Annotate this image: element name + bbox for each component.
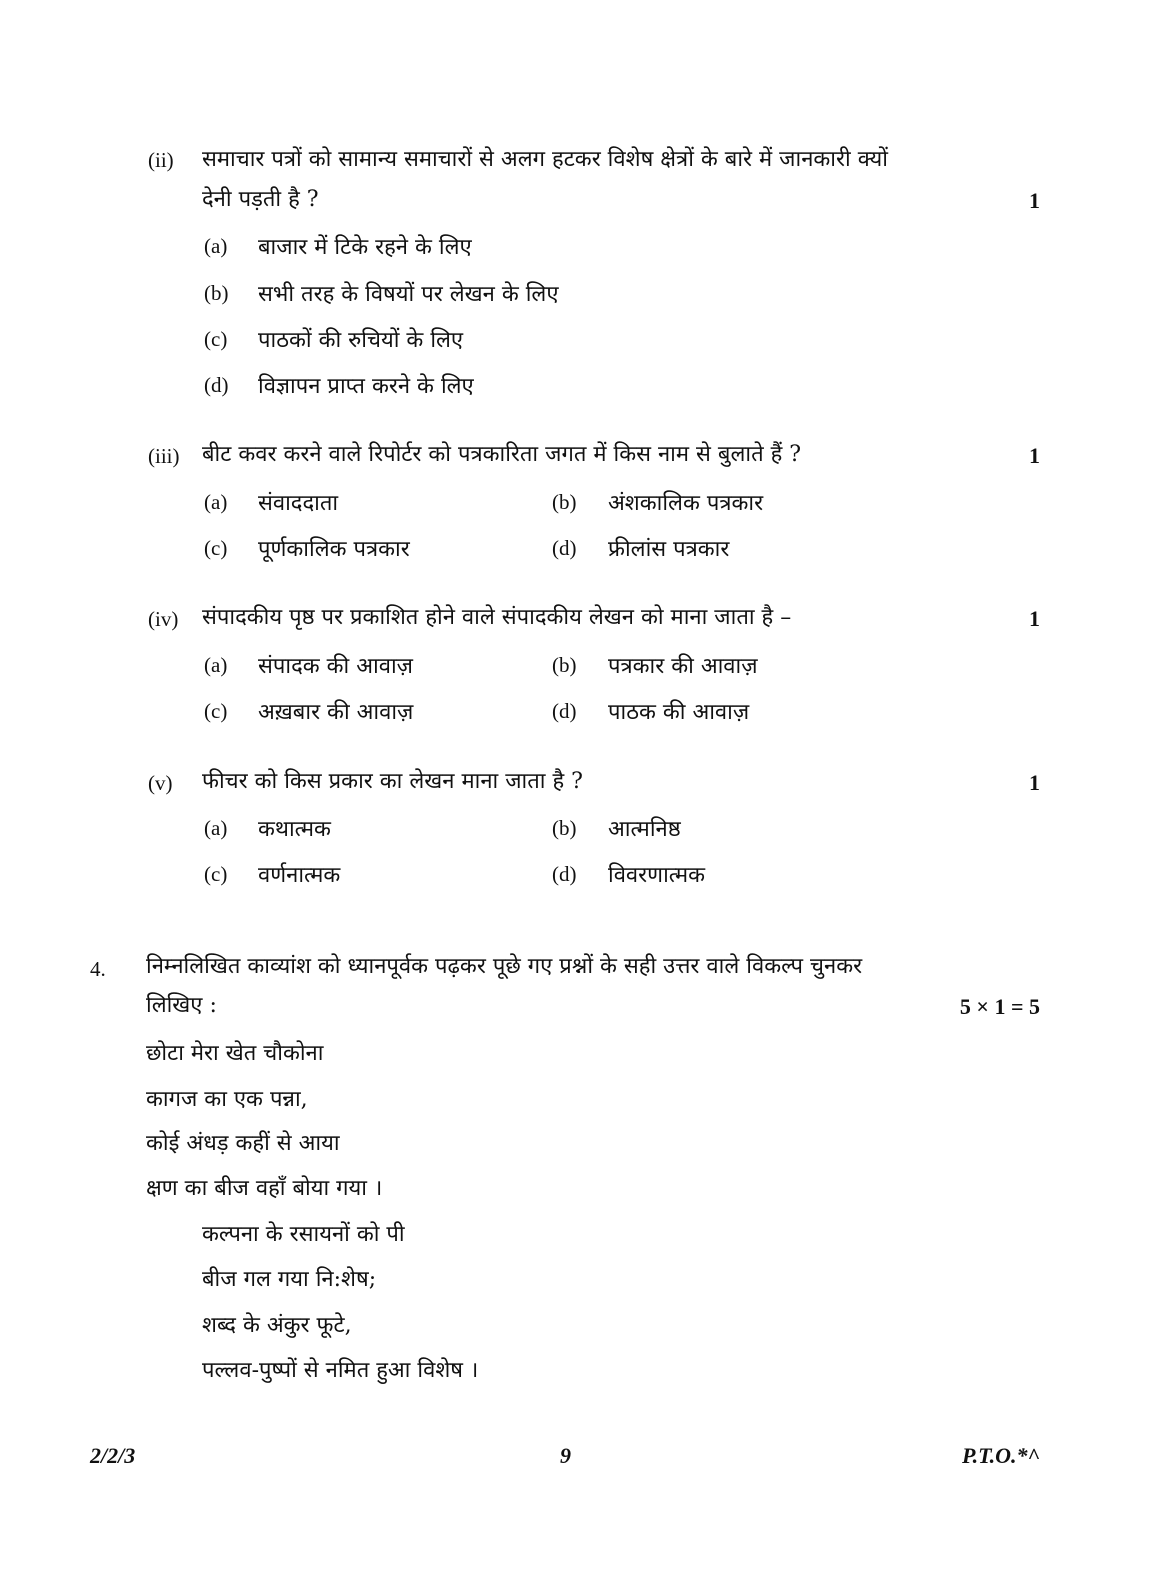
option-text: पाठकों की रुचियों के लिए: [258, 328, 464, 353]
option-label: (b): [552, 653, 577, 677]
option-label: (a): [204, 234, 228, 258]
question-number: (ii): [148, 148, 174, 172]
question-text-line2: देनी पड़ती है ?: [202, 187, 319, 212]
poem-line: बीज गल गया नि:शेष;: [202, 1267, 377, 1292]
option-text: अंशकालिक पत्रकार: [608, 491, 764, 516]
question-number: (iii): [148, 444, 180, 468]
page-number: 9: [560, 1443, 571, 1468]
pto-label: P.T.O.*^: [962, 1443, 1040, 1468]
question-marks: 1: [1029, 443, 1040, 468]
poem-line: छोटा मेरा खेत चौकोना: [146, 1041, 324, 1066]
question-text-line1: निम्नलिखित काव्यांश को ध्यानपूर्वक पढ़कर पूछे गए प्रश्नों के सही उत्तर वाले विकल्प चुनकर: [146, 954, 863, 979]
option-text: पत्रकार की आवाज़: [608, 654, 758, 679]
poem-line: शब्द के अंकुर फूटे,: [202, 1313, 352, 1338]
option-text: संपादक की आवाज़: [258, 654, 413, 679]
question-marks: 5 × 1 = 5: [959, 994, 1040, 1019]
question-text-line1: समाचार पत्रों को सामान्य समाचारों से अलग हटकर विशेष क्षेत्रों के बारे में जानकारी क्यों: [202, 147, 888, 172]
question-number: (iv): [148, 607, 179, 631]
question-marks: 1: [1029, 606, 1040, 631]
option-text: विज्ञापन प्राप्त करने के लिए: [258, 374, 474, 399]
option-label: (a): [204, 490, 228, 514]
option-label: (c): [204, 862, 228, 886]
option-text: विवरणात्मक: [608, 863, 705, 888]
poem-line: पल्लव-पुष्पों से नमित हुआ विशेष ।: [202, 1358, 479, 1383]
option-text: संवाददाता: [258, 491, 339, 516]
option-text: आत्मनिष्ठ: [608, 817, 681, 842]
question-text-line1: फीचर को किस प्रकार का लेखन माना जाता है ?: [202, 769, 583, 794]
question-number: 4.: [90, 957, 106, 981]
option-label: (a): [204, 653, 228, 677]
option-text: फ्रीलांस पत्रकार: [608, 537, 730, 562]
question-marks: 1: [1029, 770, 1040, 795]
question-text-line1: बीट कवर करने वाले रिपोर्टर को पत्रकारिता जगत में किस नाम से बुलाते हैं ?: [202, 442, 802, 467]
option-text: कथात्मक: [258, 817, 331, 842]
option-text: वर्णनात्मक: [258, 863, 341, 888]
question-text-line2: लिखिए :: [146, 993, 217, 1018]
question-number: (v): [148, 771, 173, 795]
option-text: अख़बार की आवाज़: [258, 700, 414, 725]
poem-line: कल्पना के रसायनों को पी: [202, 1222, 405, 1247]
option-text: सभी तरह के विषयों पर लेखन के लिए: [258, 282, 559, 307]
option-label: (c): [204, 699, 228, 723]
question-text-line1: संपादकीय पृष्ठ पर प्रकाशित होने वाले संपादकीय लेखन को माना जाता है –: [202, 605, 792, 630]
poem-line: क्षण का बीज वहाँ बोया गया ।: [146, 1176, 383, 1201]
option-text: पाठक की आवाज़: [608, 700, 750, 725]
option-label: (d): [552, 699, 577, 723]
option-label: (c): [204, 327, 228, 351]
question-marks: 1: [1029, 188, 1040, 213]
option-label: (d): [204, 373, 229, 397]
option-label: (b): [552, 490, 577, 514]
option-label: (b): [552, 816, 577, 840]
option-label: (a): [204, 816, 228, 840]
option-text: पूर्णकालिक पत्रकार: [258, 537, 410, 562]
poem-line: कागज का एक पन्ना,: [146, 1087, 308, 1112]
option-label: (c): [204, 536, 228, 560]
option-label: (d): [552, 862, 577, 886]
poem-line: कोई अंधड़ कहीं से आया: [146, 1131, 340, 1156]
option-text: बाजार में टिके रहने के लिए: [258, 235, 472, 260]
option-label: (d): [552, 536, 577, 560]
paper-code: 2/2/3: [90, 1443, 136, 1468]
option-label: (b): [204, 281, 229, 305]
